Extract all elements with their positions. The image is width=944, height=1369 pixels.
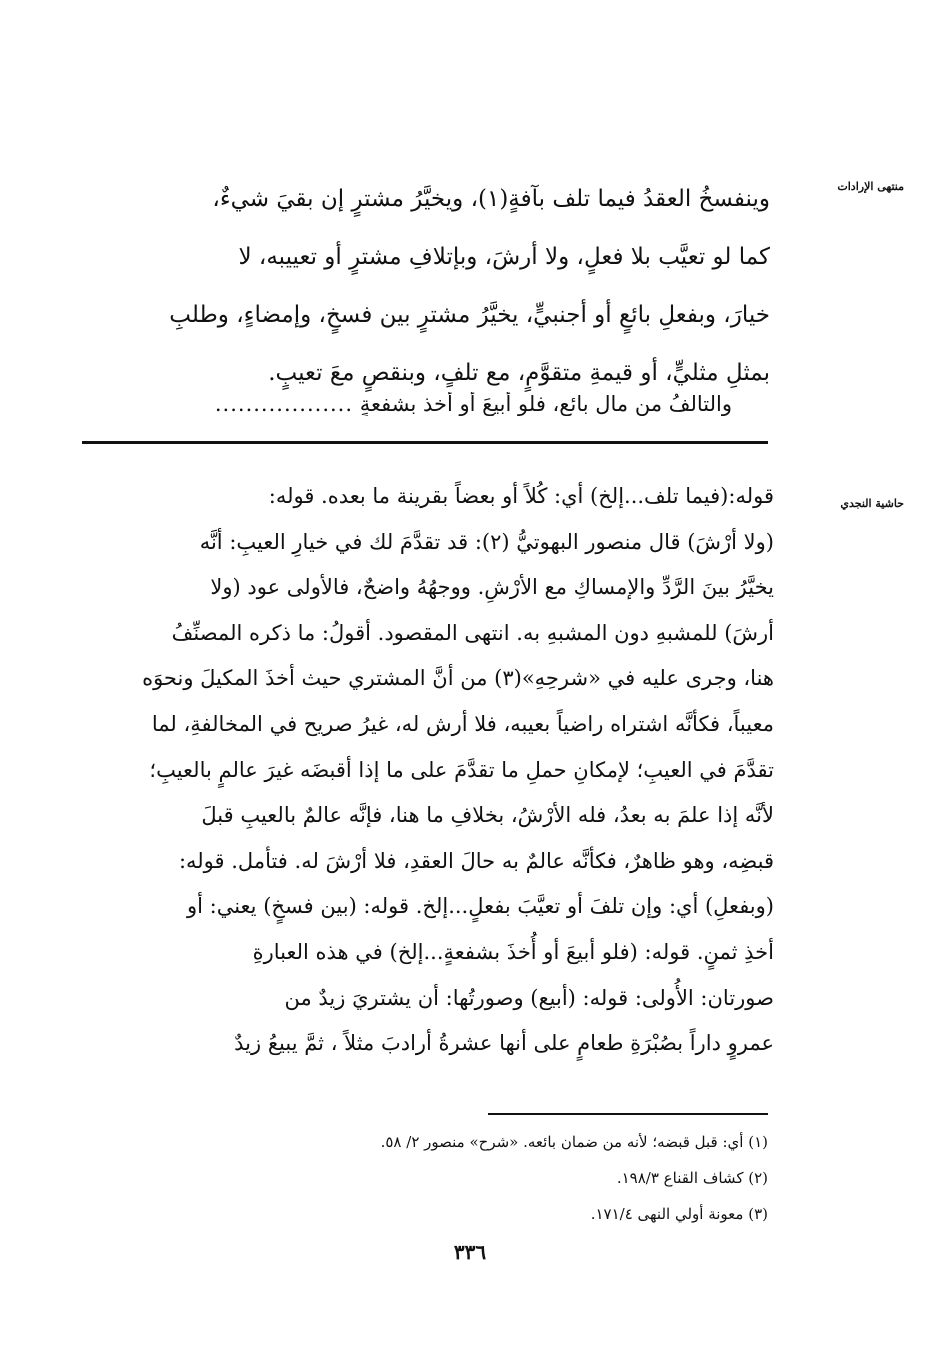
main-text-block	[70, 170, 770, 402]
footnote: (١) أي: قبل قبضه؛ لأنه من ضمان بائعه. «شرح» منصور ٢/ ٥٨.	[380, 1133, 768, 1151]
side-label-commentary-title: حاشية النجدي	[840, 497, 904, 510]
main-text-line: خيارَ، وبفعلِ بائعٍ أو أجنبيٍّ، يخيَّرُ مشترٍ بين فسخٍ، وإمضاءٍ، وطلبِ	[169, 302, 770, 328]
commentary-line: لأنَّه إذا علمَ به بعدُ، فله الأرْشُ، بخلافِ ما هنا، فإنَّه عالمٌ بالعيبِ قبلَ	[201, 803, 774, 828]
commentary-line: (وبفعلِ) أي: وإن تلفَ أو تعيَّبَ بفعلٍ...إلخ. قوله: (بين فسخٍ) يعني: أو	[186, 894, 774, 919]
continuation-dots: ..................	[214, 392, 354, 416]
commentary-line: عمروٍ داراً بصُبْرَةِ طعامٍ على أنها عشرةُ أرادبَ مثلاً ، ثمَّ يبيعُ زيدٌ	[234, 1031, 774, 1056]
commentary-line: قوله:(فيما تلف...إلخ) أي: كُلاً أو بعضاً بقرينة ما بعده. قوله:	[268, 484, 774, 508]
main-text-line: وينفسخُ العقدُ فيما تلف بآفةٍ(١)، ويخيَّرُ مشترٍ إن بقيَ شيءٌ،	[212, 186, 770, 212]
main-text-line: بمثلِ مثليٍّ، أو قيمةِ متقوَّمٍ، مع تلفٍ، وبنقصٍ معَ تعيبٍ.	[268, 360, 770, 386]
commentary-line: صورتان: الأُولى: قوله: (أبيع) وصورتُها: أن يشتريَ زيدٌ من	[284, 985, 774, 1010]
commentary-block	[68, 474, 774, 1067]
main-section-divider	[82, 441, 768, 444]
side-label-source-title: منتهى الإرادات	[837, 180, 904, 193]
commentary-line: أرشَ) للمشبهِ دون المشبهِ به. انتهى المقصود. أقولُ: ما ذكره المصنِّفُ	[171, 620, 774, 645]
commentary-line: يخيَّرُ بينَ الرَّدِّ والإمساكِ مع الأرْشِ. ووجهُهُ واضحٌ، فالأولى عود (ولا	[210, 575, 774, 600]
main-text-continuation	[70, 392, 732, 416]
page-number: ٣٣٦	[453, 1240, 487, 1264]
footnotes-block	[300, 1124, 768, 1232]
commentary-line: معيباً، فكأنَّه اشتراه راضياً بعيبه، فلا أرش له، غيرُ صريح في المخالفةِ، لما	[151, 711, 774, 736]
commentary-line: أخذِ ثمنٍ. قوله: (فلو أبيعَ أو أُخذَ بشفعةٍ...إلخ) في هذه العبارةِ	[252, 939, 774, 964]
footnote: (٣) معونة أولي النهى ١٧١/٤.	[590, 1205, 768, 1223]
commentary-line: هنا، وجرى عليه في «شرحِهِ»(٣) من أنَّ المشتري حيث أخذَ المكيلَ ونحوَه	[142, 666, 774, 691]
commentary-line: تقدَّمَ في العيبِ؛ لإمكانِ حملِ ما تقدَّمَ على ما إذا أقبضَه غيرَ عالمٍ بالعيبِ؛	[149, 757, 774, 782]
footnote: (٢) كشاف القناع ١٩٨/٣.	[616, 1169, 768, 1187]
commentary-line: قبضِه، وهو ظاهرٌ، فكأنَّه عالمٌ به حالَ العقدِ، فلا أرْشَ له. فتأمل. قوله:	[178, 848, 774, 873]
commentary-line: (ولا أرْشَ) قال منصور البهوتيُّ (٢): قد تقدَّمَ لك في خيارِ العيبِ: أنَّه	[199, 529, 774, 554]
main-text-last-line: والتالفُ من مالِ بائعٍ، فلو أُبيعَ أو أُخذ بشفعةٍ	[359, 392, 732, 416]
main-text-line: كما لو تعيَّب بلا فعلٍ، ولا أرشَ، وبإتلافِ مشترٍ أو تعييبه، لا	[238, 244, 770, 270]
footnote-divider	[488, 1113, 768, 1115]
